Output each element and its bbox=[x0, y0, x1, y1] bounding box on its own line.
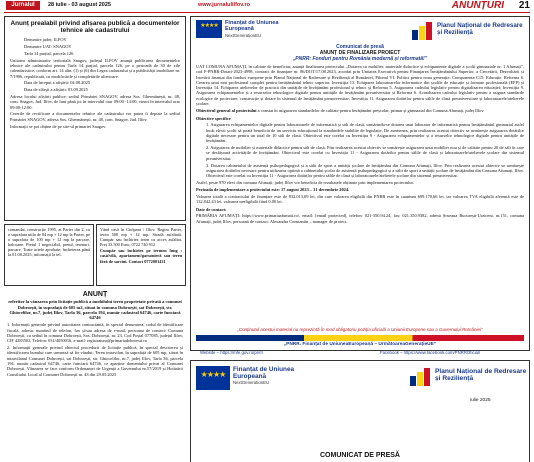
eu-funding-title: Finanțat de Uniunea Europeană bbox=[233, 366, 295, 381]
newspaper-logo: Jurnalul bbox=[6, 1, 40, 10]
classified-ad-right bbox=[96, 224, 186, 286]
notice-line: Data de început a afișării: 04.08.2025 bbox=[24, 80, 90, 86]
notice-line: Cererile de rectificare a documentelor tehnice ale cadastrului vor putea fi depuse la sediul Primăriei SNAGOV, adresa Sos. Ghermănești, nr. 48, com. Snagov, Jud. Ilfov. bbox=[10, 111, 180, 122]
sale-notice-subtitle: referitor la vânzarea prin licitație publică a imobilului teren proprietate privată a comunei Dobroești, în suprafață de 605 m2, situat în comuna Dobroești, sat Dobroești, str. Ghiocelilor, nr.7, județ Ilfov, Tarla 36, parcela 194, număr cadastral 64746, carte funciară 64746 bbox=[8, 299, 182, 321]
flag-stripe bbox=[196, 335, 524, 341]
press-heading-2: COMUNICAT DE PRESĂ bbox=[320, 452, 400, 459]
eu-funding-logo bbox=[196, 20, 297, 38]
disclaimer: „Conținutul acestui material nu reprezintă în mod obligatoriu poziția oficială a Uniunii Europene sau a Guvernului României” bbox=[237, 327, 483, 332]
page-number: 21 bbox=[518, 0, 530, 11]
pnrr-logo bbox=[410, 368, 527, 386]
sale-notice-paragraph: 1. Informații generale privind autoritatea contractantă, în special denumirea, codul de identificare fiscală, adresa, numărul de telefon, fax și/sau adresa de e-mail, persoana de contact: Comuna Dobroești, cu sediul în comuna Dobroești, Sos. Dobroești, nr. 23, Cod Poștal 077085, județul Ilfov, CIF 4283503, Telefon: 031/4050016, e-mail: registratura@primariadobroesti.ro bbox=[7, 322, 183, 344]
eu-funding-title: Finanțat de Uniunea Europeană bbox=[225, 20, 279, 33]
notice-line: Unitatea administrativ teritorială Snagov, județul ILFOV anunță publicarea documentelor tehnice ale cadastrului pentru Tarla 14 parțial, parcela 126, pe o perioadă de 30 de zile calendaristice, conform art. 14 alin. (1) și (6) din Legea cadastrului și a publicității imobiliare nr. 7/1996, republicată, cu modificările și completările ulterioare. bbox=[10, 57, 180, 79]
issue-date: 28 iulie - 03 august 2025 bbox=[48, 2, 111, 8]
classified-ad-cta: Cumpăr sau închiriez pe termen lung : casă/vilă, apartament/garsonieră sau teren fără de sarcini. Contact 0772001431 bbox=[100, 248, 182, 264]
eu-funding-logo bbox=[196, 366, 313, 390]
pnrr-flag-icon bbox=[410, 368, 432, 386]
pnrr-logo bbox=[412, 22, 525, 40]
press-body bbox=[196, 64, 524, 226]
eu-funding-subtitle: NextGenerationEU bbox=[225, 32, 262, 38]
notice-line: Data de sfârșit a afișării: 03.09.2025 bbox=[24, 87, 88, 93]
pnrr-title: Planul Național de Redresare și Reziliență bbox=[435, 368, 527, 383]
cadastre-notice-title: Anunț prealabil privind afișarea publică a documentelor tehnice ale cadastrului bbox=[10, 20, 180, 35]
general-objective-label: Obiectivul general al proiectului bbox=[196, 108, 257, 114]
header-divider bbox=[4, 12, 530, 13]
cadastre-notice bbox=[4, 16, 186, 221]
section-title: ANUNȚURI bbox=[451, 0, 504, 11]
notice-line: Adresa locului afișării publice: sediul Primăriei SNAGOV, adresa Sos. Ghermănești, nr. 48, com. Snagov, Jud. Ilfov, de luni până joi în intervalul orar 09:00 -14:00, vineri în intervalul orar 09:00-12:00. bbox=[10, 94, 180, 110]
contact-label: Date de contact: bbox=[196, 206, 227, 212]
footer-banner: „PNRR. Finanțat de UniuneaEuropeană – UrmătoareaGenerațieUE” bbox=[283, 342, 437, 347]
eu-funding-subtitle: NextGenerationEU bbox=[233, 380, 270, 386]
notice-line: Denumire județ: ILFOV bbox=[24, 37, 67, 43]
pnrr-flag-icon bbox=[412, 22, 434, 40]
specific-objectives-label: Obiective specifice bbox=[196, 115, 231, 121]
page-header bbox=[0, 0, 534, 12]
classified-ad-text: comandat, construcție 1995, at Parter din 2, cu o suprafata utila de 84 mp + 12 mp la Parter, pe o suprafata de 100 mp + 12 mp la parcare, balcoane. Pretul 1 negociabil, pretul, terenuri, parcare. Toate actele aprobate; încheierea până la 01.08.2025; informații la tel. bbox=[8, 227, 90, 258]
press-value: Valoarea totală a contractului de finanțare este de 832.013,09 lei, din care valoarea eligibilă din PNRR este în cuantum 699.170,66 lei, iar valoarea TVA eligibilă aferentă este de 132.842,43 lei, valoarea neeligibilă fiind 0,00 lei. bbox=[196, 194, 524, 205]
press-subheading: ANUNȚ DE FINALIZARE PROIECT bbox=[319, 50, 401, 56]
facebook-link[interactable]: Facebook – https://www.facebook.com/PNRROficial/ bbox=[380, 350, 481, 355]
eu-flag-icon: ★★★★ bbox=[196, 366, 230, 390]
general-objective-text: a constat în asigurarea standardelor de calitate pentru învățământ preșcolar, primar și gimnazial din Comuna Afumați, județ Ilfov. bbox=[256, 108, 485, 114]
contact-details: PRIMĂRIA AFUMAȚI: https://www.primariaafumati.ro/, email: [email protected], telefon: 021-350.94.24, fax: 021.350.9382, adresă Șoseaua București-Urziceni, nr.151, comuna Afumați, județ Ilfov, persoană de contact: Alexandra Constantin – manager de proiect. bbox=[196, 213, 524, 224]
notice-line: Tarla 14 parțial, parcela 126 bbox=[24, 51, 74, 56]
press-heading: Comunicat de presă bbox=[336, 44, 384, 50]
press-period: Perioada de implementare a proiectului este: 17 august 2023 – 31 decembrie 2024. bbox=[196, 187, 350, 193]
website-link[interactable]: Website – https://mfe.gov.ro/pnrr/ bbox=[200, 350, 264, 355]
classified-ad-text: Vând casă în Ciolpani / Ilfov. Regim Parter, teren 500 mp + 12 mp. Stradă asfaltată. Cumpăr sau închiriez teren cu acces asfaltat. Preț 33.500 Euro; 0722 740 912 bbox=[100, 227, 182, 248]
objective-item: 3. Dotarea cabinetului de asistență psihopedagogică și a sălii de sport a unității școlare de învățământ din Comuna Afumați, Ilfov. Prin realizarea acestui obiectiv se urmărește asigurarea dotărilor necesare pentru utilizarea optimă a cabinetului școlar de asistență psihopedagogică și a sălii de sport a unității școlare de învățământ din Comuna Afumați, Ilfov. Obiectivul este corelat cu Investiția 11 - Asigurarea dotărilor pentru sălile de clasă și laboratoarele/atelierele școlare din sistemul preuniversitar. bbox=[206, 162, 524, 179]
press-result: Astfel, peste 970 elevi din comuna Afumați, județ Ilfov vor beneficia de rezultatele obținute prin implementarea proiectului. bbox=[196, 180, 414, 186]
press-tagline: „PNRR: Fonduri pentru România modernă și reformată!” bbox=[292, 56, 428, 62]
sale-notice-paragraph: 2. Informații generale privind obiectul procedurii de licitație publică, în special descrierea și identificarea bunului care urmează să fie vândut: Teren intravilan, în suprafață de 605 mp, situat în intravilanul Comunei Dobroești, sat Dobroești, str. Ghiocelilor, nr.7, județ Ilfov, Tarla 36, parcela 194, număr cadastral 64746, carte funciară 64746, ce aparține domeniului privat al Comunei Dobroești. Vânzarea se face conform Ordonanței de Urgență a Guvernului nr.57/2019 și Hotărârii Consiliului Local al Comunei Dobroești nr. 43 din 29.05.2025 bbox=[7, 345, 183, 377]
notice-line: Informații se pot obține de pe site-ul primariei Snagov. bbox=[10, 123, 107, 129]
press-intro: UAT COMUNA AFUMAȚI, în calitate de beneficiar, anunță finalizarea proiectului „Dotarea cu mobilier, materiale didactice și echipamente digitale a școlii gimnaziale nr. 1 Afumați”, cod F-PNRR-Dotari-2023-4998, contract de finanțare nr. 86/DOT/17.08.2023, acordat prin Unitatea Executivă pentru Finanțarea Învățământului Superior, a Cercetării, Dezvoltării și Inovării finanțat din fonduri europene prin Planul Național de Redresare și Reziliență al României, Pilonul VI. Politici pentru noua generație: Componenta C15: Educație. Reforma 6. Crearea unui nou profesional complet pentru învățământul tehnic superior. Investiția 13. Echiparea laboratoarelor informatice din școlile de educație și formare profesională (EFP) și Investiția 14. Echiparea atelierelor de practică din unitățile de învățământ profesional și tehnic și Reforma 5. Asigurarea cadrului legislativ pentru digitalizarea educației; Investiția 9. Asigurarea echipamentelor și a resurselor tehnologice digitale pentru unitățile de învățământ preuniversitar și Reforma 6. Actualizarea cadrului legislativ pentru a asigura standarde ecologice de proiectare, construcție și dotare în sistemul de învățământ preuniversitar; Investiția 11. Asigurarea dotărilor pentru sălile de clasă preuniversitare și laboratoarele/atelierele școlare. bbox=[196, 64, 524, 107]
press-date: iulie 2025 bbox=[470, 398, 491, 403]
website-link[interactable]: www.jurnalulilfov.ro bbox=[198, 2, 250, 8]
pnrr-title: Planul Național de Redresare și Reziliență bbox=[437, 22, 523, 36]
objective-item: 2. Asigurarea de mobilier și materiale didactice pentru săli de clasă. Prin realizarea acestui obiectiv se urmărește asigurarea unui mobilier nou și de calitate pentru 20 de săli în care se desfășoară activitățile de învățământ. Obiectivul este corelat cu Investiția 11 - Asigurarea dotărilor pentru sălile de clasă și laboratoarele/atelierele școlare din sistemul preuniversitar. bbox=[206, 145, 524, 161]
notice-line: Denumire UAT: SNAGOV bbox=[24, 44, 72, 50]
classified-ad-left bbox=[4, 224, 94, 286]
sale-notice bbox=[4, 289, 186, 461]
objective-item: 1. Asigurarea echipamentelor digitale pentru laboratoarele de informatică și săli de clasă, urmărindu-se dotarea unui laborator de informatică pentru învățământul gimnazial astfel încât elevii școlii să poată beneficia de un serviciu educațional la standardele stabilite de legislație. De asemenea, prin realizarea acestui obiectiv se urmărește asigurarea dotărilor digitale necesare pentru un total de 10 săli de clasă. Obiectivul este corelat cu Investiția 9 - Asigurarea echipamentelor și a resurselor tehnologice digitale pentru unitățile de învățământ. bbox=[206, 122, 524, 144]
sale-notice-title: ANUNȚ bbox=[82, 291, 108, 298]
eu-flag-icon: ★★★★ bbox=[196, 20, 222, 38]
